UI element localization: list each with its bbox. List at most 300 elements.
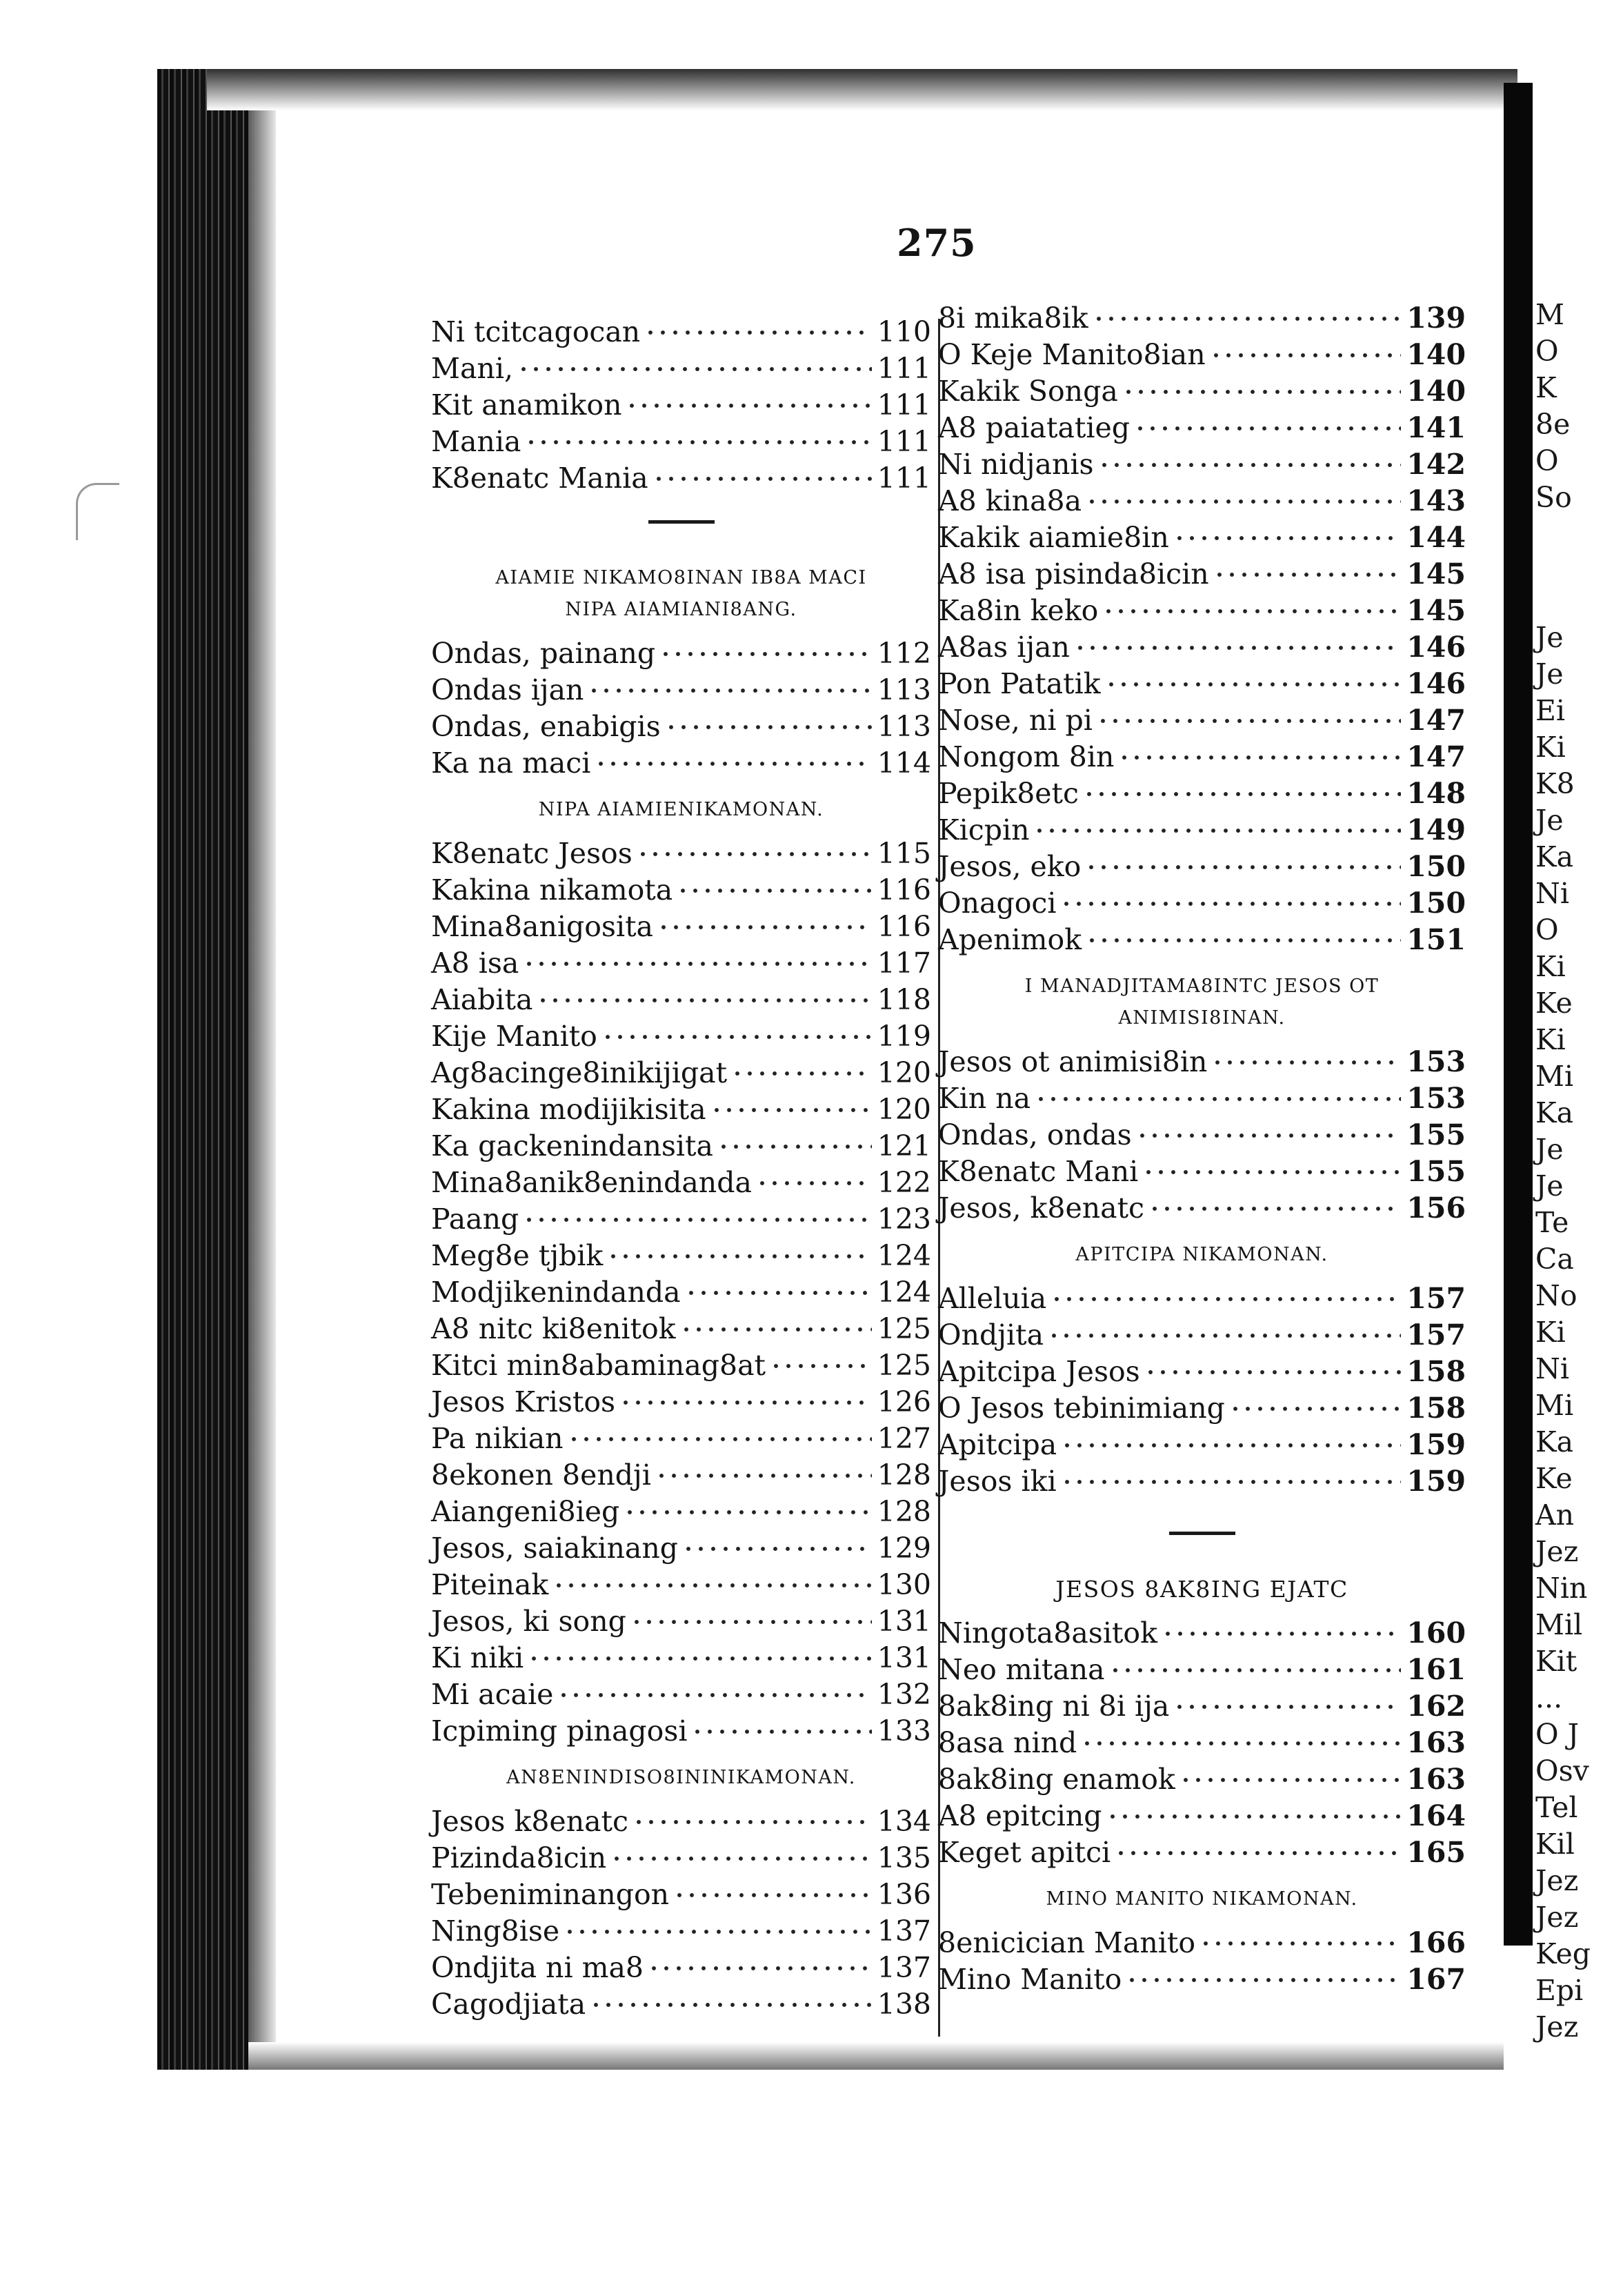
section-heading [938, 1574, 1466, 1605]
entry-title: Kakina modijikisita [431, 1093, 706, 1126]
toc-entry [938, 1117, 1466, 1154]
entry-title: Ki niki [431, 1641, 524, 1674]
toc-entry [431, 745, 931, 782]
entry-page-number: 111 [877, 388, 931, 422]
dot-leader [1210, 349, 1402, 362]
entry-page-number: 143 [1406, 484, 1466, 517]
toc-entry [431, 1421, 931, 1457]
entry-title: Kin na [938, 1082, 1031, 1115]
dot-leader [1083, 788, 1401, 800]
entry-page-number: 155 [1406, 1118, 1466, 1151]
next-page-fragment: Ka [1535, 1425, 1574, 1458]
entry-page-number: 149 [1406, 813, 1466, 847]
toc-entry [431, 1567, 931, 1603]
next-page-fragment: Ke [1535, 1462, 1573, 1495]
next-page-fragment: No [1535, 1279, 1577, 1312]
fragment-gap [1535, 516, 1603, 620]
toc-entry [938, 849, 1466, 885]
entry-page-number: 159 [1406, 1465, 1466, 1498]
dot-leader [1144, 1366, 1402, 1378]
toc-entry [431, 1803, 931, 1840]
entry-title: Mina8anigosita [431, 910, 653, 943]
fragment-group-bottom [1535, 620, 1603, 2046]
next-page-fragment: Ca [1535, 1243, 1574, 1276]
page-number: 275 [897, 221, 977, 265]
entry-page-number: 140 [1406, 375, 1466, 408]
dot-leader [1162, 1627, 1401, 1640]
entry-title: Alleluia [938, 1282, 1047, 1315]
next-page-fragment: Ka [1535, 1096, 1574, 1129]
dot-leader [1134, 422, 1401, 435]
entry-title: Nose, ni pi [938, 704, 1093, 737]
entry-title: Kakik aiamie8in [938, 521, 1169, 554]
entry-page-number: 129 [877, 1532, 931, 1565]
entry-title: Pon Patatik [938, 667, 1101, 700]
toc-entry [938, 519, 1466, 556]
next-page-fragment: Mil [1535, 1608, 1583, 1641]
toc-entry [431, 945, 931, 982]
entry-title: Jesos k8enatc [431, 1805, 628, 1838]
dot-leader [607, 1250, 871, 1263]
dot-leader [1199, 1937, 1401, 1950]
dot-leader [1142, 1166, 1401, 1178]
dot-leader [1033, 824, 1401, 837]
dot-leader [717, 1140, 872, 1153]
entry-page-number: 122 [877, 1166, 931, 1199]
dot-leader [1098, 459, 1402, 471]
toc-entry [431, 1950, 931, 1986]
dot-leader [710, 1104, 872, 1116]
dot-leader [770, 1360, 872, 1372]
toc-entry [431, 1603, 931, 1640]
next-page-fragment: Ke [1535, 987, 1573, 1020]
toc-entry [938, 1354, 1466, 1390]
entry-title: Apenimok [938, 923, 1082, 956]
dot-leader [1211, 1056, 1401, 1069]
toc-entry [431, 1913, 931, 1950]
entry-page-number: 162 [1406, 1690, 1466, 1723]
entry-title: Ka na maci [431, 746, 591, 780]
entry-title: O Jesos tebinimiang [938, 1392, 1225, 1425]
dot-leader [655, 1469, 872, 1482]
dot-leader [657, 921, 872, 933]
dot-leader [682, 1543, 872, 1555]
toc-entry [431, 1091, 931, 1128]
entry-title: 8asa nind [938, 1726, 1077, 1759]
entry-page-number: 164 [1406, 1799, 1466, 1832]
next-page-fragment: Je [1535, 657, 1564, 691]
entry-title: Ag8acinge8inikijigat [431, 1056, 728, 1089]
entry-title: 8ekonen 8endji [431, 1458, 651, 1492]
dot-leader [685, 1287, 872, 1299]
dot-leader [677, 884, 872, 897]
dot-leader [1229, 1403, 1402, 1415]
dot-leader [523, 958, 871, 970]
next-page-fragment: An [1535, 1498, 1575, 1532]
section-heading-line: I MANADJITAMA8INTC JESOS OT [1024, 976, 1380, 997]
toc-entry [431, 1238, 931, 1274]
entry-title: Ondas, ondas [938, 1118, 1132, 1151]
entry-page-number: 135 [877, 1841, 931, 1874]
entry-page-number: 116 [877, 910, 931, 943]
entry-page-number: 133 [877, 1714, 931, 1748]
entry-page-number: 124 [877, 1239, 931, 1272]
section-heading-line: NIPA AIAMIENIKAMONAN. [538, 799, 824, 820]
entry-title: Pizinda8icin [431, 1841, 607, 1874]
toc-entry [938, 1688, 1466, 1725]
toc-entry [431, 1713, 931, 1750]
entry-page-number: 157 [1406, 1282, 1466, 1315]
toc-entry [938, 300, 1466, 337]
entry-title: Jesos, ki song [431, 1605, 626, 1638]
entry-page-number: 146 [1406, 631, 1466, 664]
dot-leader [1061, 1476, 1402, 1488]
dot-leader [564, 1926, 872, 1938]
dot-leader [1136, 1129, 1402, 1142]
dot-leader [648, 1962, 872, 1975]
toc-group [431, 635, 931, 782]
entry-title: Ondjita [938, 1318, 1044, 1352]
dot-leader [1126, 1974, 1401, 1986]
dot-leader [590, 1999, 872, 2011]
entry-title: A8 nitc ki8enitok [431, 1312, 676, 1345]
top-shadow [207, 69, 1517, 110]
toc-entry [938, 775, 1466, 812]
entry-title: Ondas, enabigis [431, 710, 661, 743]
next-page-fragment: 8e [1535, 408, 1571, 441]
entry-page-number: 114 [877, 746, 931, 780]
dot-leader [1097, 715, 1402, 727]
entry-title: Ondjita ni ma8 [431, 1951, 644, 1984]
entry-title: Apitcipa Jesos [938, 1355, 1140, 1388]
dot-leader [601, 1031, 872, 1043]
dot-leader [517, 363, 872, 375]
dot-leader [1148, 1203, 1401, 1215]
dot-leader [1213, 568, 1402, 581]
entry-page-number: 118 [877, 983, 931, 1016]
next-page-fragment: Jez [1535, 1901, 1579, 1934]
entry-title: Meg8e tjbik [431, 1239, 604, 1272]
dot-leader [637, 848, 872, 860]
entry-title: A8 kina8a [938, 484, 1082, 517]
entry-title: Neo mitana [938, 1653, 1105, 1686]
entry-title: K8enatc Mania [431, 462, 648, 495]
entry-title: Mani, [431, 352, 513, 385]
entry-page-number: 111 [877, 352, 931, 385]
dot-leader [1105, 678, 1402, 691]
entry-page-number: 134 [877, 1805, 931, 1838]
entry-page-number: 161 [1406, 1653, 1466, 1686]
entry-page-number: 158 [1406, 1355, 1466, 1388]
toc-entry [938, 1725, 1466, 1761]
dot-leader [630, 1616, 872, 1628]
entry-title: Apitcipa [938, 1428, 1057, 1461]
next-page-fragment: Ki [1535, 731, 1566, 764]
toc-entry [431, 1676, 931, 1713]
entry-title: Kakina nikamota [431, 873, 673, 907]
entry-page-number: 159 [1406, 1428, 1466, 1461]
entry-page-number: 111 [877, 425, 931, 458]
next-page-fragment: Keg [1535, 1937, 1591, 1970]
entry-title: 8ak8ing enamok [938, 1763, 1175, 1796]
entry-title: Ning8ise [431, 1914, 560, 1948]
entry-title: Cagodjiata [431, 1988, 586, 2021]
entry-title: Kicpin [938, 813, 1030, 847]
dot-leader [1173, 532, 1402, 544]
dot-leader [523, 1214, 871, 1226]
toc-entry [938, 1925, 1466, 1961]
entry-title: Pa nikian [431, 1422, 564, 1455]
toc-entry [938, 1798, 1466, 1834]
toc-group [938, 1925, 1466, 1998]
dot-leader [1035, 1093, 1401, 1105]
toc-entry [431, 1018, 931, 1055]
entry-page-number: 110 [877, 315, 931, 348]
entry-page-number: 130 [877, 1568, 931, 1601]
toc-entry [431, 1840, 931, 1877]
entry-title: Jesos, eko [938, 850, 1082, 883]
toc-entry [431, 424, 931, 460]
toc-entry [431, 635, 931, 672]
entry-page-number: 116 [877, 873, 931, 907]
dot-leader [1179, 1774, 1402, 1786]
next-page-fragment: Tel [1535, 1791, 1578, 1824]
entry-title: K8enatc Jesos [431, 837, 633, 870]
dot-leader [1085, 861, 1401, 873]
section-heading [938, 1239, 1466, 1271]
next-page-edge [1535, 297, 1603, 2043]
toc-group [938, 1044, 1466, 1227]
entry-page-number: 124 [877, 1276, 931, 1309]
entry-title: O Keje Manito8ian [938, 338, 1206, 371]
entry-page-number: 144 [1406, 521, 1466, 554]
entry-page-number: 131 [877, 1641, 931, 1674]
toc-entry [431, 1640, 931, 1676]
entry-page-number: 138 [877, 1988, 931, 2021]
entry-title: A8 isa [431, 947, 519, 980]
dot-leader [610, 1852, 872, 1865]
entry-page-number: 132 [877, 1678, 931, 1711]
entry-title: Mino Manito [938, 1963, 1122, 1996]
entry-title: Kitci min8abaminag8at [431, 1349, 766, 1382]
book-gutter [1504, 83, 1533, 1946]
entry-page-number: 147 [1406, 704, 1466, 737]
next-page-fragment: O [1535, 913, 1559, 947]
entry-page-number: 137 [877, 1914, 931, 1948]
entry-title: Mania [431, 425, 521, 458]
entry-page-number: 128 [877, 1495, 931, 1528]
toc-entry [938, 1154, 1466, 1190]
dot-leader [1118, 751, 1401, 764]
entry-title: Paang [431, 1203, 519, 1236]
toc-entry [431, 982, 931, 1018]
next-page-fragment: Nin [1535, 1572, 1588, 1605]
dot-leader [557, 1689, 871, 1701]
next-page-fragment: Jez [1535, 1535, 1579, 1568]
toc-entry [431, 1384, 931, 1421]
toc-entry [431, 672, 931, 709]
next-page-fragment: So [1535, 481, 1572, 514]
next-page-fragment: Epi [1535, 1974, 1584, 2007]
dot-leader [568, 1433, 872, 1445]
entry-page-number: 151 [1406, 923, 1466, 956]
entry-page-number: 111 [877, 462, 931, 495]
page-edge-shadow [248, 76, 276, 2063]
toc-entry [938, 593, 1466, 629]
entry-title: Keget apitci [938, 1836, 1111, 1869]
dot-leader [552, 1579, 871, 1592]
entry-title: Jesos Kristos [431, 1385, 616, 1418]
entry-page-number: 146 [1406, 667, 1466, 700]
entry-page-number: 125 [877, 1312, 931, 1345]
dot-leader [665, 721, 872, 733]
entry-page-number: 145 [1406, 557, 1466, 591]
dot-leader [1102, 605, 1401, 617]
entry-page-number: 163 [1406, 1763, 1466, 1796]
entry-page-number: 125 [877, 1349, 931, 1382]
entry-page-number: 158 [1406, 1392, 1466, 1425]
section-rule [1169, 1532, 1235, 1535]
dot-leader [1061, 1439, 1401, 1452]
entry-page-number: 160 [1406, 1616, 1466, 1650]
dot-leader [644, 326, 872, 339]
toc-entry [938, 1652, 1466, 1688]
book-page-edges [157, 69, 261, 2070]
entry-page-number: 156 [1406, 1191, 1466, 1225]
entry-page-number: 123 [877, 1203, 931, 1236]
toc-entry [938, 1190, 1466, 1227]
next-page-fragment: K [1535, 371, 1557, 404]
toc-entry [431, 1165, 931, 1201]
toc-entry [938, 1961, 1466, 1998]
section-heading-line: MINO MANITO NIKAMONAN. [1046, 1888, 1358, 1910]
dot-leader [537, 994, 871, 1007]
entry-title: Ondas ijan [431, 673, 584, 706]
entry-page-number: 128 [877, 1458, 931, 1492]
toc-entry [431, 1311, 931, 1347]
dot-leader [731, 1067, 872, 1080]
dot-leader [595, 758, 871, 770]
section-heading-line: APITCIPA NIKAMONAN. [1075, 1244, 1328, 1265]
entry-page-number: 139 [1406, 301, 1466, 335]
entry-title: Onagoci [938, 887, 1057, 920]
toc-entry [431, 709, 931, 745]
entry-title: Kit anamikon [431, 388, 622, 422]
entry-title: A8 epitcing [938, 1799, 1102, 1832]
next-page-fragment: Jez [1535, 1864, 1579, 1897]
entry-title: Modjikenindanda [431, 1276, 681, 1309]
dot-leader [756, 1177, 872, 1189]
scan-mark [76, 483, 119, 540]
toc-entry [431, 1347, 931, 1384]
toc-entry [431, 1128, 931, 1165]
toc-entry [938, 337, 1466, 373]
entry-page-number: 113 [877, 710, 931, 743]
toc-entry [431, 350, 931, 387]
dot-leader [659, 648, 872, 660]
dot-leader [1086, 495, 1401, 508]
next-page-fragment: Osv [1535, 1754, 1589, 1788]
right-column [938, 300, 1466, 1998]
next-page-fragment: Ki [1535, 1316, 1566, 1349]
entry-page-number: 140 [1406, 338, 1466, 371]
dot-leader [1081, 1737, 1401, 1750]
next-page-fragment: Kil [1535, 1828, 1575, 1861]
toc-entry [938, 1427, 1466, 1463]
next-page-fragment: Je [1535, 621, 1564, 654]
entry-page-number: 142 [1406, 448, 1466, 481]
section-heading [431, 794, 931, 826]
dot-leader [653, 473, 872, 485]
entry-title: Pepik8etc [938, 777, 1079, 810]
entry-page-number: 150 [1406, 850, 1466, 883]
entry-title: Ningota8asitok [938, 1616, 1157, 1650]
entry-title: Jesos iki [938, 1465, 1057, 1498]
dot-leader [1122, 386, 1402, 398]
next-page-fragment: Kit [1535, 1645, 1577, 1678]
toc-entry [938, 446, 1466, 483]
toc-entry [431, 872, 931, 909]
entry-page-number: 115 [877, 837, 931, 870]
dot-leader [619, 1396, 872, 1409]
entry-title: A8 isa pisinda8icin [938, 557, 1209, 591]
entry-title: A8as ijan [938, 631, 1070, 664]
toc-entry [938, 1044, 1466, 1080]
toc-entry [431, 1986, 931, 2023]
entry-page-number: 153 [1406, 1082, 1466, 1115]
entry-title: Jesos, saiakinang [431, 1532, 679, 1565]
entry-title: Jesos, k8enatc [938, 1191, 1145, 1225]
entry-title: 8ak8ing ni 8i ija [938, 1690, 1170, 1723]
entry-page-number: 119 [877, 1020, 931, 1053]
entry-page-number: 137 [877, 1951, 931, 1984]
toc-entry [938, 1080, 1466, 1117]
section-heading-line: AN8ENINDISO8ININIKAMONAN. [506, 1767, 856, 1788]
toc-entry [431, 835, 931, 872]
entry-page-number: 157 [1406, 1318, 1466, 1352]
entry-title: K8enatc Mani [938, 1155, 1139, 1188]
toc-entry [938, 1834, 1466, 1871]
toc-entry [431, 387, 931, 424]
toc-entry [431, 1274, 931, 1311]
entry-page-number: 163 [1406, 1726, 1466, 1759]
toc-group [431, 314, 931, 497]
entry-title: Jesos ot animisi8in [938, 1045, 1208, 1078]
entry-page-number: 112 [877, 637, 931, 670]
entry-title: Ka gackenindansita [431, 1129, 713, 1162]
section-heading-line: NIPA AIAMIANI8ANG. [565, 599, 797, 620]
toc-entry [431, 1457, 931, 1494]
entry-page-number: 167 [1406, 1963, 1466, 1996]
dot-leader [624, 1506, 871, 1518]
toc-entry [431, 909, 931, 945]
toc-entry [938, 1615, 1466, 1652]
entry-page-number: 148 [1406, 777, 1466, 810]
toc-entry [938, 1280, 1466, 1317]
next-page-fragment: Jez [1535, 2010, 1579, 2043]
next-page-fragment: Ei [1535, 694, 1566, 727]
next-page-fragment: M [1535, 298, 1564, 331]
dot-leader [626, 399, 871, 412]
next-page-fragment: Ni [1535, 1352, 1569, 1385]
toc-entry [938, 1463, 1466, 1500]
entry-page-number: 120 [877, 1093, 931, 1126]
section-heading [938, 1883, 1466, 1915]
toc-entry [938, 1390, 1466, 1427]
dot-leader [1051, 1293, 1401, 1305]
dot-leader [528, 1652, 871, 1665]
next-page-fragment: Ni [1535, 877, 1569, 910]
